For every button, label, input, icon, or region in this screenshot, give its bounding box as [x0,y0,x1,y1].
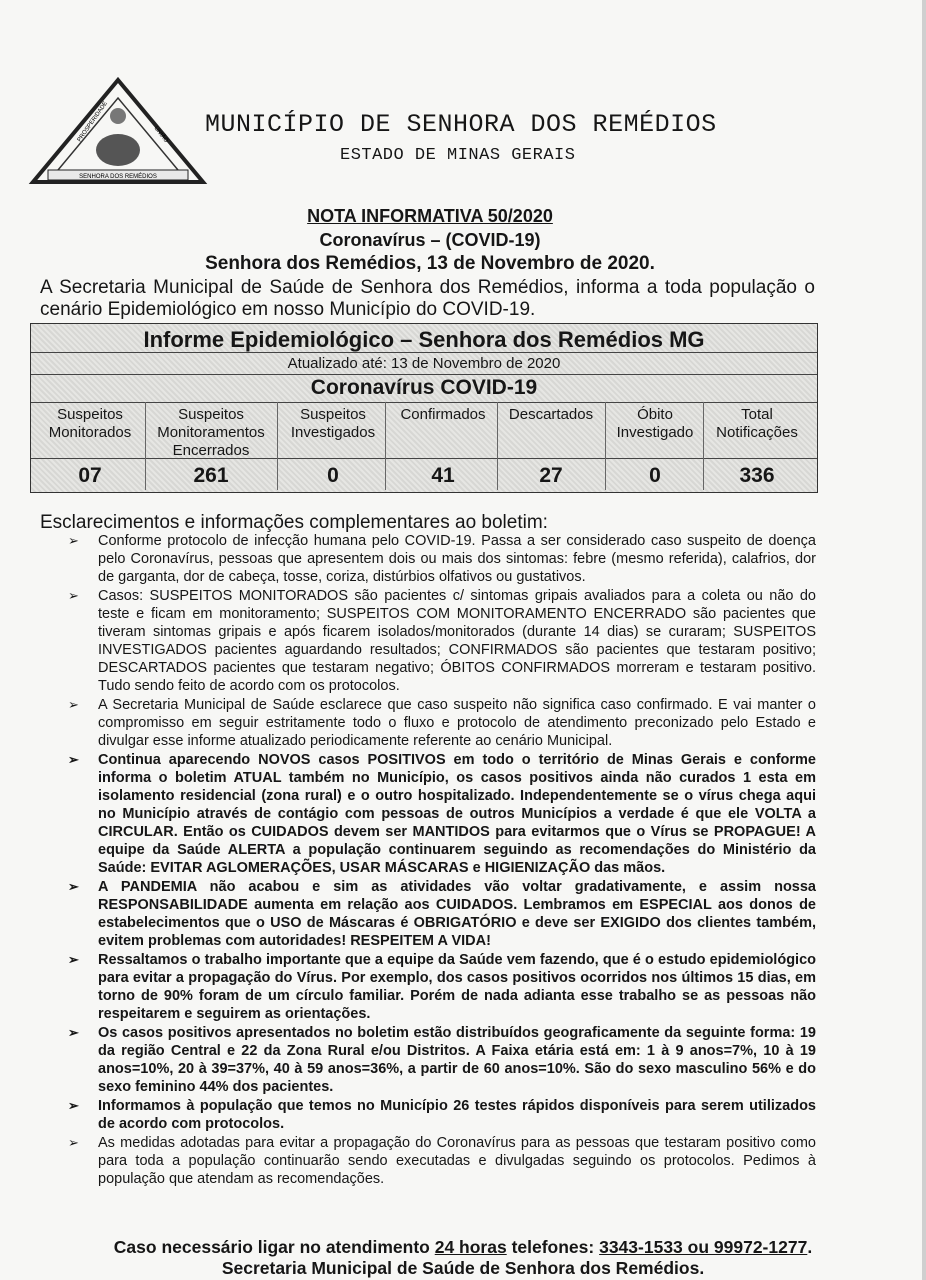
bulletin-disease: Coronavírus COVID-19 [310,376,538,399]
arrow-bullet-icon: ➢ [68,752,79,767]
clarifications-heading: Esclarecimentos e informações complementares ao boletim: [40,512,548,533]
note-number: NOTA INFORMATIVA 50/2020 [307,206,553,226]
arrow-bullet-icon: ➢ [68,697,79,712]
arrow-bullet-icon: ➢ [68,588,79,603]
list-item: ➢ Os casos positivos apresentados no boletim estão distribuídos geograficamente da seguinte forma: 19 da região Central e 22 da Zona Rural e/ou Distritos. A Faixa etária está em: 1 à 9 anos=7%, 10 à 19 anos=10%, 20 à 39=37%, 40 à 59 anos=36%, a partir de 60 anos=10%. São do sexo masculino 56% e do sexo feminino 44% dos pacientes. [68,1025,816,1095]
list-item: ➢ Ressaltamos o trabalho importante que a equipe da Saúde vem fazendo, que é o estudo epidemiológico para evitar a propagação do Vírus. Por exemplo, dos casos positivos ocorridos nos últimos 15 dias, em torno de 90% foram de um círculo familiar. Porém de nada adianta esse trabalho se as pessoas não respeitarem e seguirem as orientações. [68,952,816,1022]
epidemiological-bulletin [30,323,818,493]
clarifications-list [68,532,816,1189]
page-edge [922,0,926,1280]
note-intro: A Secretaria Municipal de Saúde de Senhora dos Remédios, informa a toda população o cenário Epidemiológico em nosso Município do COVID-19. [40,277,815,320]
state-subtitle: ESTADO DE MINAS GERAIS [340,146,576,165]
value-total-notificacoes: 336 [739,464,775,487]
note-place-date: Senhora dos Remédios, 13 de Novembro de 2020. [205,253,655,274]
bulletin-updated: Atualizado até: 13 de Novembro de 2020 [287,355,561,372]
bulletin-title: Informe Epidemiológico – Senhora dos Remédios MG [143,327,705,352]
value-suspeitos-investigados: 0 [327,464,339,487]
col-header-descartados: Descartados [508,406,594,423]
list-item: ➢ Informamos à população que temos no Município 26 testes rápidos disponíveis para serem utilizados de acordo com protocolos. [68,1098,816,1132]
col-header-suspeitos-investigados: Suspeitos Investigados [290,406,376,441]
list-item: ➢ Conforme protocolo de infecção humana pelo COVID-19. Passa a ser considerado caso suspeito de doença pelo Coronavírus, pessoas que apresentem dois ou mais dos sintomas: febre (mesmo referida), calafrios, dor de garganta, dor de cabeça, tosse, coriza, distúrbios olfativos ou gustativos. [68,533,816,585]
col-header-total-notificacoes: Total Notificações [716,406,798,441]
list-item: ➢ As medidas adotadas para evitar a propagação do Coronavírus para as pessoas que testaram positivo como para toda a população continuarão sendo executadas e divulgadas seguindo os protocolos. Pedimos à população que atendam as recomendações. [68,1135,816,1187]
svg-text:UNIÃO: UNIÃO [152,125,169,145]
value-obito-investigado: 0 [649,464,661,487]
arrow-bullet-icon: ➢ [68,1025,79,1040]
list-item: ➢ Casos: SUSPEITOS MONITORADOS são pacientes c/ sintomas gripais avaliados para a coleta ou não do teste e ficam em monitoramento; SUSPEITOS COM MONITORAMENTO ENCERRADO são pacientes que tiveram sintomas gripais e após ficarem isolados/monitorados (durante 14 dias) se curaram; SUSPEITOS INVESTIGADOS pacientes aguardando resultados; CONFIRMADOS são pacientes que testaram positivo; DESCARTADOS pacientes que testaram negativo; ÓBITOS CONFIRMADOS morreram e testaram positivo. Tudo sendo feito de acordo com os protocolos. [68,588,816,694]
value-monitoramentos-encerrados: 261 [193,464,229,487]
list-item: ➢ A PANDEMIA não acabou e sim as atividades vão voltar gradativamente, e assim nossa RESPONSABILIDADE aumenta em relação aos CUIDADOS. Lembramos em ESPECIAL aos donos de estabelecimentos que o USO de Máscaras é OBRIGATÓRIO e deve ser EXIGIDO dos clientes também, evitem problemas com autoridades! RESPEITEM A VIDA! [68,879,816,949]
contact-line: Caso necessário ligar no atendimento 24 horas telefones: 3343-1533 ou 99972-1277. [113,1237,813,1257]
arrow-bullet-icon: ➢ [68,533,79,548]
col-header-suspeitos-monitorados: Suspeitos Monitorados [48,406,132,441]
arrow-bullet-icon: ➢ [68,879,79,894]
svg-text:PROSPERIDADE: PROSPERIDADE [76,100,109,144]
arrow-bullet-icon: ➢ [68,952,79,967]
value-descartados: 27 [539,464,563,487]
col-header-confirmados: Confirmados [400,406,486,423]
value-confirmados: 41 [431,464,455,487]
municipality-title: MUNICÍPIO DE SENHORA DOS REMÉDIOS [205,110,717,139]
list-item: ➢ Continua aparecendo NOVOS casos POSITIVOS em todo o território de Minas Gerais e conforme informa o boletim ATUAL também no Município, os casos positivos ainda não curados 1 esta em isolamento residencial (zona rural) e o outro hospitalizado. Independentemente se o vírus chega aqui no Município através de contágio com pessoas de outros Municípios a verdade é que ele VOLTA a CIRCULAR. Então os CUIDADOS devem ser MANTIDOS para evitarmos que o Vírus se PROPAGUE! A equipe da Saúde ALERTA a população continuarem seguindo as recomendações do Ministério da Saúde: EVITAR AGLOMERAÇÕES, USAR MÁSCARAS e HIGIENIZAÇÃO das mãos. [68,752,816,876]
note-subject: Coronavírus – (COVID-19) [319,230,541,250]
col-header-monitoramentos-encerrados: Suspeitos Monitoramentos Encerrados [157,406,265,459]
svg-text:SENHORA DOS REMÉDIOS: SENHORA DOS REMÉDIOS [79,174,157,180]
col-header-obito-investigado: Óbito Investigado [616,406,694,441]
value-suspeitos-monitorados: 07 [78,464,102,487]
arrow-bullet-icon: ➢ [68,1098,79,1113]
list-item: ➢ A Secretaria Municipal de Saúde esclarece que caso suspeito não significa caso confirmado. E vai manter o compromisso em seguir estritamente todo o fluxo e protocolo de atendimento preconizado pelo Estado e divulgar esse informe atualizado periodicamente referente ao cenário Municipal. [68,697,816,749]
arrow-bullet-icon: ➢ [68,1135,79,1150]
signature-line: Secretaria Municipal de Saúde de Senhora dos Remédios. [221,1258,705,1278]
municipal-seal-logo [18,72,218,192]
